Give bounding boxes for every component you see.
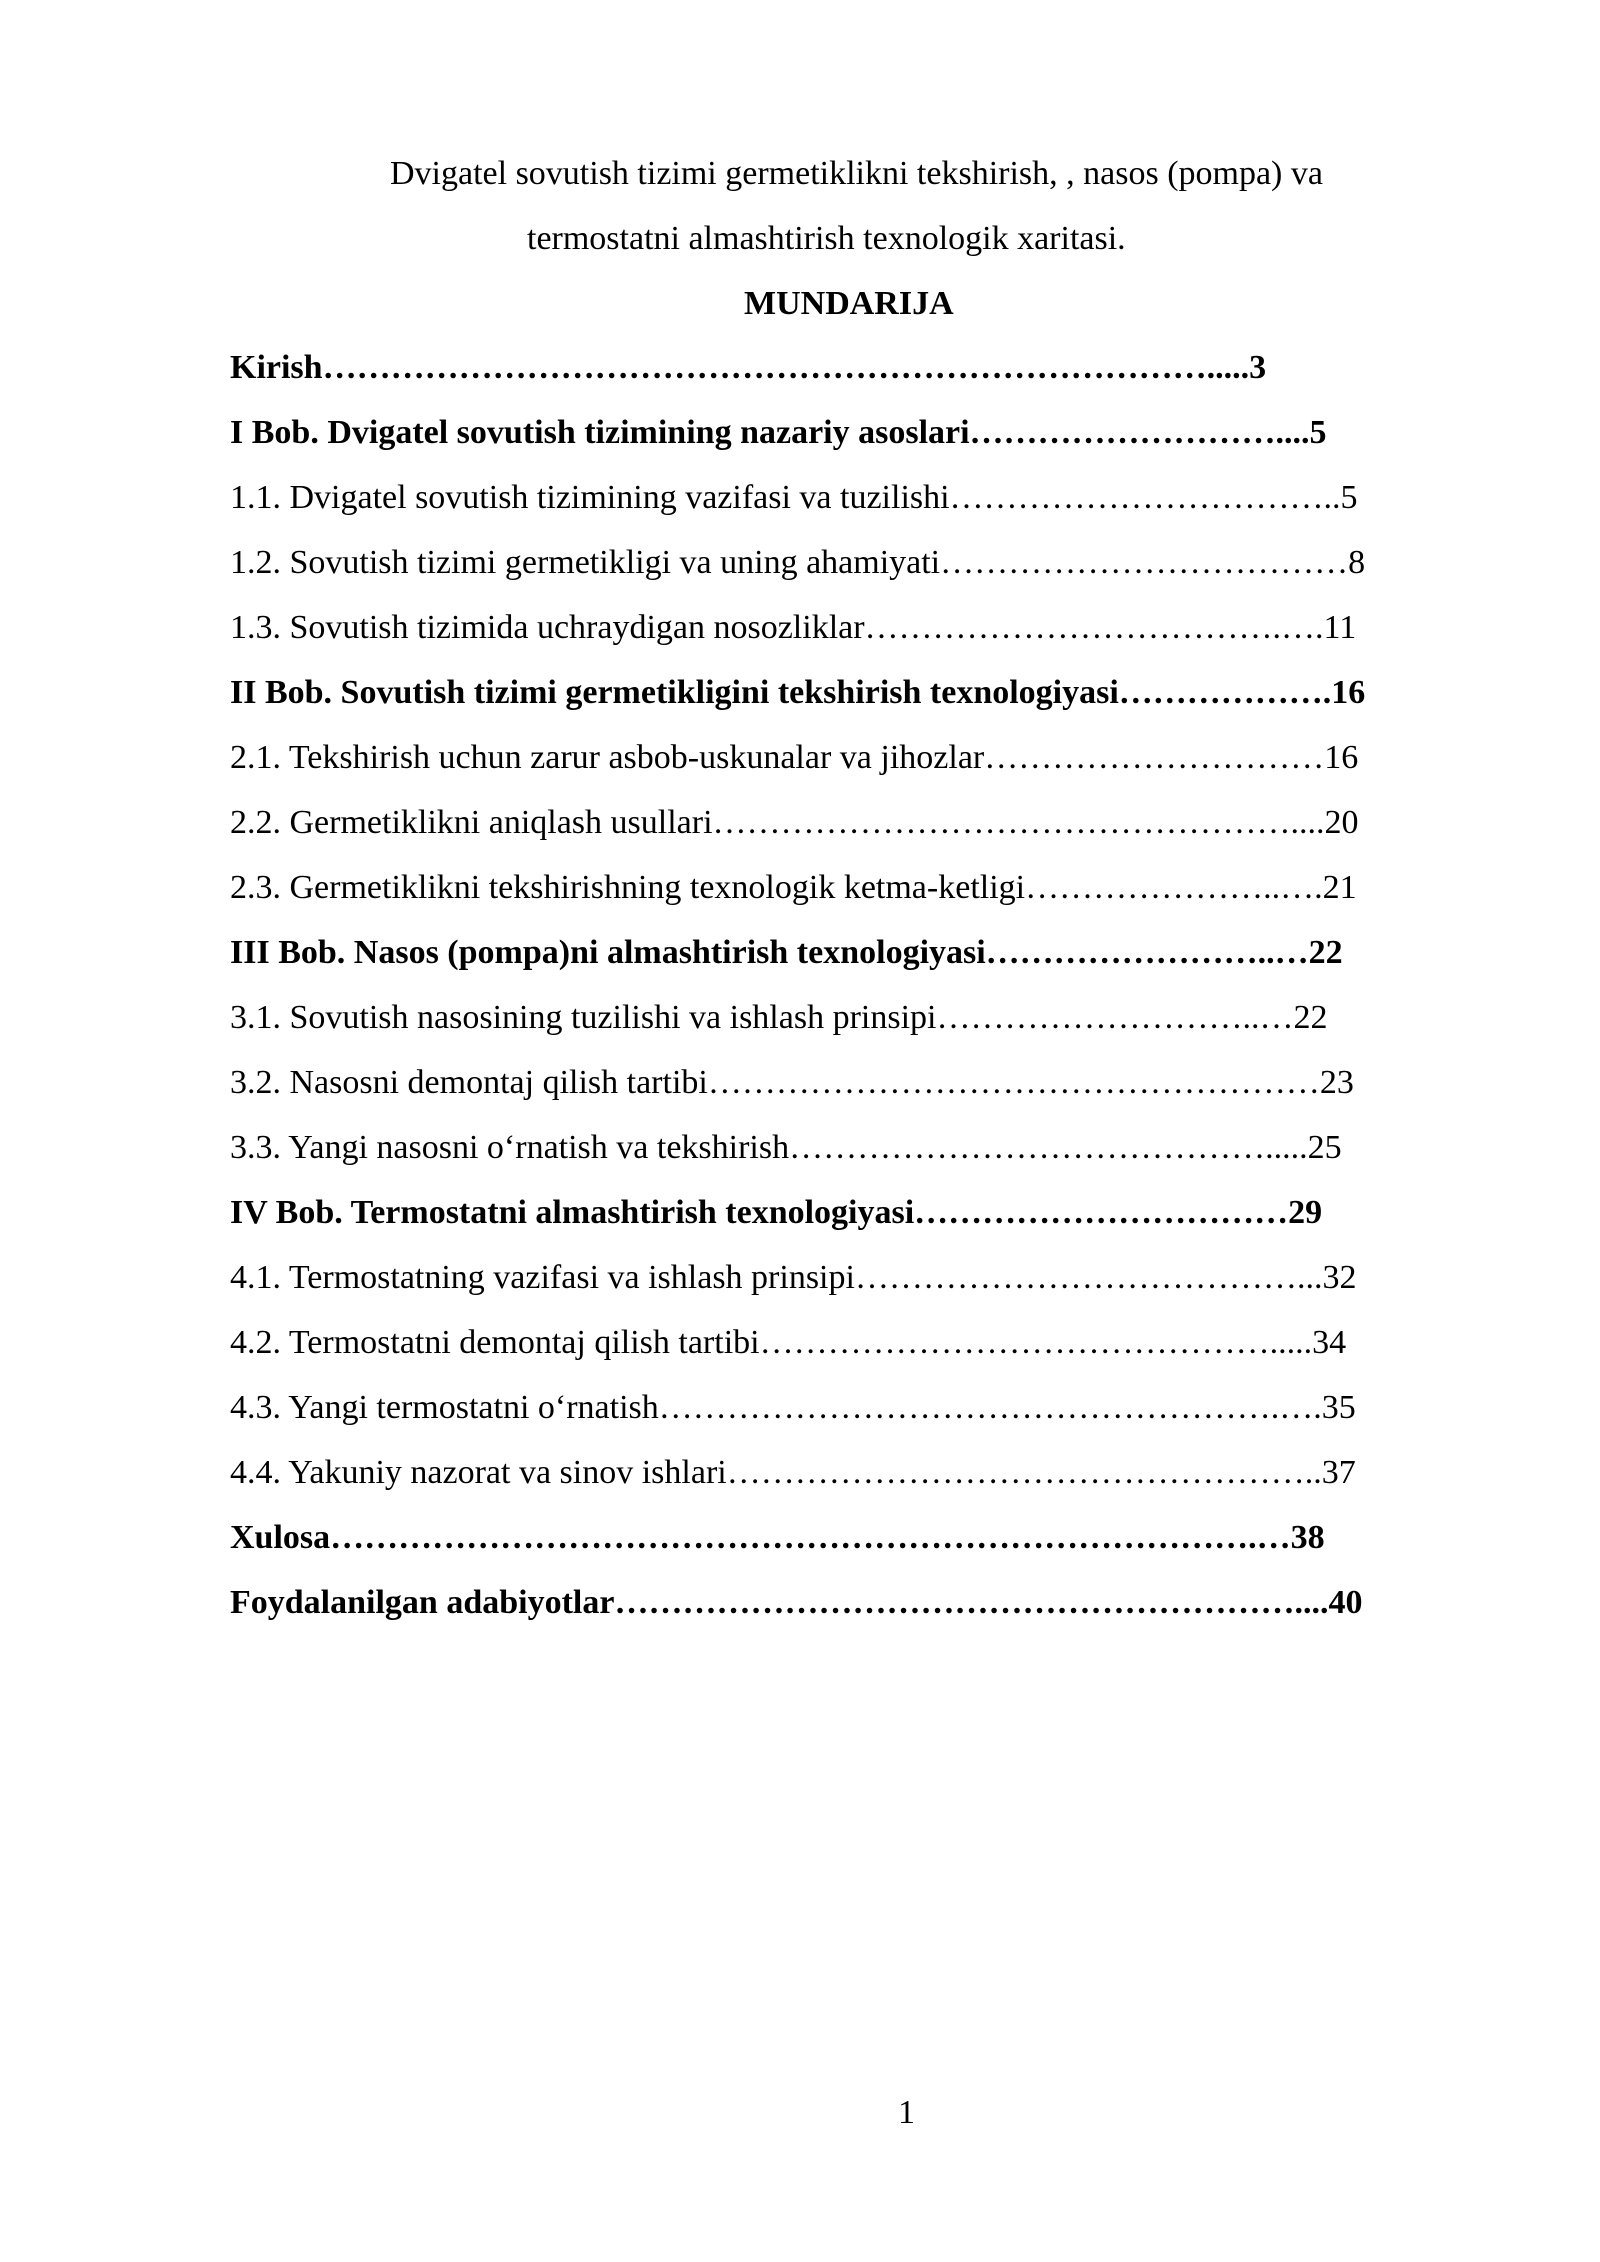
toc-entry-3-3: 3.3. Yangi nasosni o‘rnatish va tekshirish…………………………………….....25	[230, 1129, 1342, 1166]
toc-entry-3-1: 3.1. Sovutish nasosining tuzilishi va ishlash prinsipi………………………..…22	[230, 999, 1328, 1036]
toc-entry-1-3: 1.3. Sovutish tizimida uchraydigan nosozliklar……………………………….….11	[230, 609, 1357, 646]
table-of-contents	[230, 348, 1500, 1648]
toc-entry-chapter-4: IV Bob. Termostatni almashtirish texnologiyasi……………………………29	[230, 1194, 1323, 1231]
toc-entry-chapter-2: II Bob. Sovutish tizimi germetikligini tekshirish texnologiyasi……………….16	[230, 674, 1366, 711]
toc-entry-chapter-1: I Bob. Dvigatel sovutish tizimining nazariy asoslari………………………....5	[230, 414, 1327, 451]
toc-entry-kirish: Kirish…………………………………………………………………….....3	[230, 349, 1267, 386]
toc-entry-4-3: 4.3. Yangi termostatni o‘rnatish……………………………………………….….35	[230, 1389, 1356, 1426]
document-title-line-2: termostatni almashtirish texnologik xaritasi.	[527, 220, 1126, 257]
toc-entry-2-1: 2.1. Tekshirish uchun zarur asbob-uskunalar va jihozlar…………………………16	[230, 739, 1359, 776]
toc-entry-4-1: 4.1. Termostatning vazifasi va ishlash prinsipi…………………………………...32	[230, 1259, 1357, 1296]
toc-entry-chapter-3: III Bob. Nasos (pompa)ni almashtirish texnologiyasi……………………..…22	[230, 934, 1343, 971]
toc-entry-1-2: 1.2. Sovutish tizimi germetikligi va uning ahamiyati………………………………8	[230, 544, 1366, 581]
toc-heading: MUNDARIJA	[744, 285, 954, 322]
toc-entry-1-1: 1.1. Dvigatel sovutish tizimining vazifasi va tuzilishi……………………………..5	[230, 479, 1358, 516]
page-number: 1	[898, 2094, 915, 2131]
toc-entry-2-3: 2.3. Germetiklikni tekshirishning texnologik ketma-ketligi…………………..….21	[230, 869, 1357, 906]
toc-entry-2-2: 2.2. Germetiklikni aniqlash usullari……………………………………………....20	[230, 804, 1359, 841]
toc-entry-references: Foydalanilgan adabiyotlar……………………………………………………....40	[230, 1584, 1363, 1621]
toc-entry-3-2: 3.2. Nasosni demontaj qilish tartibi………………………………………………23	[230, 1064, 1354, 1101]
toc-entry-xulosa: Xulosa……………………………………………………………………….…38	[230, 1519, 1325, 1556]
toc-entry-4-2: 4.2. Termostatni demontaj qilish tartibi……………………………………….....34	[230, 1324, 1347, 1361]
document-title-line-1: Dvigatel sovutish tizimi germetiklikni tekshirish, , nasos (pompa) va	[390, 155, 1323, 192]
toc-entry-4-4: 4.4. Yakuniy nazorat va sinov ishlari……………………………………………..37	[230, 1454, 1356, 1491]
